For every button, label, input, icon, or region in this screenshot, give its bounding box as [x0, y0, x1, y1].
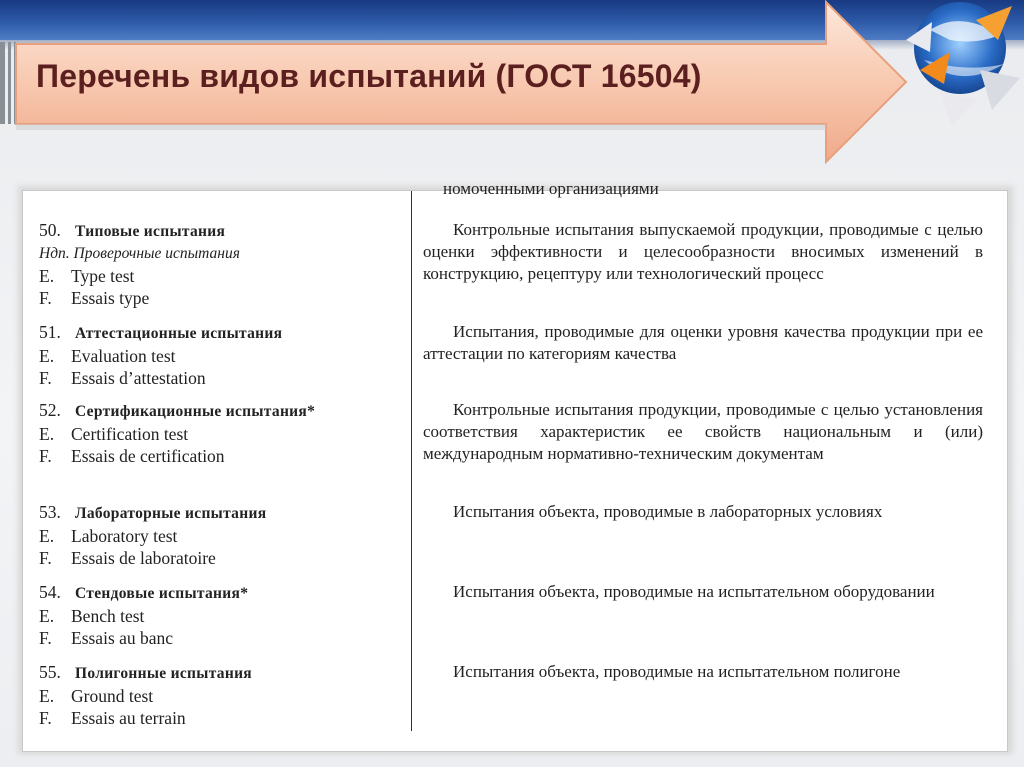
lang-label-en: E.	[39, 606, 55, 626]
entry-french: Essais de certification	[71, 446, 225, 466]
entry-number: 52.	[39, 400, 61, 420]
term-entry-51	[39, 321, 399, 389]
entry-number: 53.	[39, 502, 61, 522]
definition-52: Контрольные испытания продукции, проводимые с целью установления соответствия характеристик ее свойств национальным и (или) международным нормативно-техническим документам	[423, 400, 983, 463]
entry-number: 54.	[39, 582, 61, 602]
term-entry-52	[39, 399, 399, 467]
entry-term: Сертификационные испытания*	[75, 403, 316, 420]
definition-53: Испытания объекта, проводимые в лабораторных условиях	[453, 502, 883, 521]
entry-english: Type test	[71, 266, 135, 286]
column-divider	[411, 191, 412, 731]
entry-term: Стендовые испытания*	[75, 585, 249, 602]
entry-term: Аттестационные испытания	[75, 325, 283, 342]
entry-english: Laboratory test	[71, 526, 178, 546]
entry-number: 55.	[39, 662, 61, 682]
lang-label-en: E.	[39, 346, 55, 366]
entry-french: Essais de laboratoire	[71, 548, 216, 568]
definition-55: Испытания объекта, проводимые на испытательном полигоне	[453, 662, 901, 681]
definition-51: Испытания, проводимые для оценки уровня качества продукции при ее аттестации по категориям качества	[423, 322, 983, 363]
entry-english: Ground test	[71, 686, 154, 706]
lang-label-fr: F.	[39, 628, 52, 648]
term-entry-55	[39, 661, 399, 729]
entry-french: Essais au banc	[71, 628, 174, 648]
entry-term: Полигонные испытания	[75, 665, 252, 682]
term-entry-50	[39, 219, 399, 309]
lang-label-fr: F.	[39, 288, 52, 308]
lang-label-fr: F.	[39, 548, 52, 568]
clipped-line: номоченными организациями	[443, 179, 659, 198]
lang-label-fr: F.	[39, 368, 52, 388]
entry-english: Evaluation test	[71, 346, 176, 366]
entry-english: Bench test	[71, 606, 145, 626]
entry-french: Essais d’attestation	[71, 368, 206, 388]
lang-label-en: E.	[39, 686, 55, 706]
term-entry-54	[39, 581, 399, 649]
logo-icon	[880, 0, 1024, 150]
entry-english: Certification test	[71, 424, 189, 444]
lang-label-fr: F.	[39, 708, 52, 728]
entry-synonym: Ндп. Проверочные испытания	[39, 245, 240, 262]
lang-label-en: E.	[39, 526, 55, 546]
document-scan	[22, 179, 1008, 752]
definition-54: Испытания объекта, проводимые на испытательном оборудовании	[453, 582, 935, 601]
entry-number: 50.	[39, 220, 61, 240]
entry-term: Лабораторные испытания	[75, 505, 267, 522]
entry-number: 51.	[39, 322, 61, 342]
lang-label-en: E.	[39, 424, 55, 444]
lang-label-en: E.	[39, 266, 55, 286]
entry-french: Essais au terrain	[71, 708, 186, 728]
entry-french: Essais type	[71, 288, 150, 308]
lang-label-fr: F.	[39, 446, 52, 466]
term-entry-53	[39, 501, 399, 569]
entry-term: Типовые испытания	[75, 223, 226, 240]
definition-50: Контрольные испытания выпускаемой продукции, проводимые с целью оценки эффективности и целесообразности вносимых изменений в конструкцию, рецептуру или технологический процесс	[423, 220, 983, 283]
page-title: Перечень видов испытаний (ГОСТ 16504)	[36, 58, 702, 94]
